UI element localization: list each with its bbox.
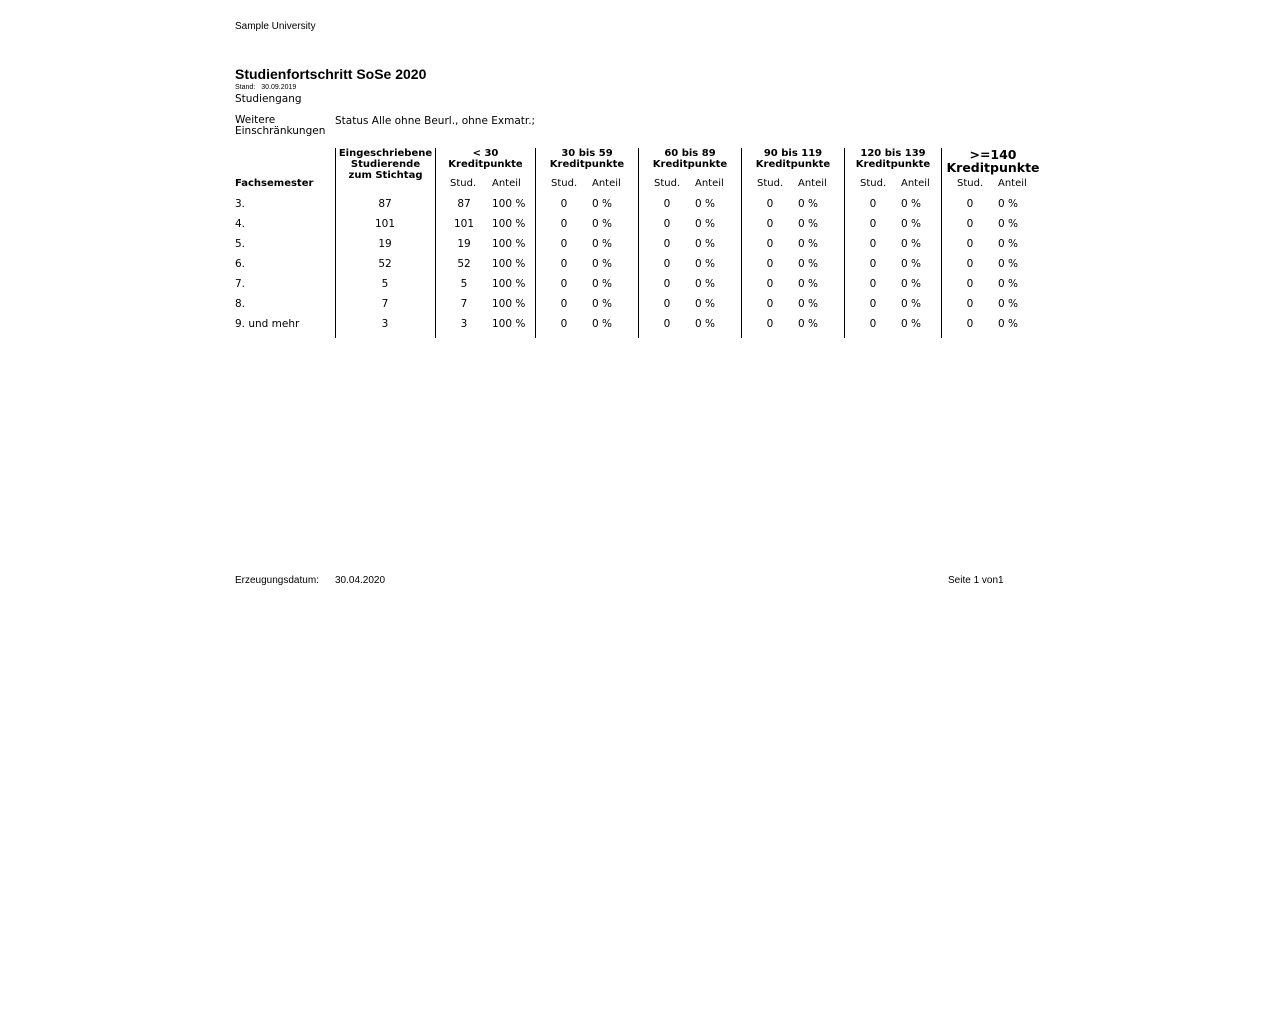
restrictions-value: Status Alle ohne Beurl., ohne Exmatr.; (335, 115, 536, 127)
header-enrolled-line: zum Stichtag (348, 170, 423, 181)
header-group-range: >=140 (969, 147, 1017, 162)
cell-anteil: 100 % (492, 318, 526, 330)
subheader-stud: Stud. (551, 178, 578, 189)
cell-anteil: 0 % (998, 238, 1018, 250)
cell-stud: 0 (766, 278, 774, 290)
cell-anteil: 0 % (592, 198, 612, 210)
cell-stud: 19 (457, 238, 471, 250)
cell-anteil: 0 % (695, 298, 715, 310)
cell-anteil: 0 % (901, 298, 921, 310)
cell-stud: 0 (663, 238, 671, 250)
cell-fachsemester: 3. (235, 198, 246, 210)
header-group-unit: Kreditpunkte (855, 159, 931, 170)
cell-stud: 0 (869, 218, 877, 230)
header-group (742, 148, 844, 170)
cell-anteil: 0 % (695, 278, 715, 290)
cell-anteil: 0 % (798, 238, 818, 250)
cell-fachsemester: 9. und mehr (235, 318, 300, 330)
cell-anteil: 0 % (901, 218, 921, 230)
cell-stud: 0 (966, 318, 974, 330)
header-group (845, 148, 941, 170)
header-enrolled (336, 148, 435, 181)
created-label: Erzeugungsdatum: (235, 575, 319, 586)
cell-anteil: 100 % (492, 198, 526, 210)
cell-enrolled-total: 7 (381, 298, 389, 310)
cell-stud: 0 (663, 198, 671, 210)
cell-stud: 0 (663, 278, 671, 290)
subheader-anteil: Anteil (998, 178, 1027, 189)
header-group-unit: Kreditpunkte (755, 159, 831, 170)
column-divider (535, 148, 536, 338)
subheader-stud: Stud. (957, 178, 984, 189)
header-group-unit: Kreditpunkte (549, 159, 625, 170)
subheader-stud: Stud. (450, 178, 477, 189)
stand-label: Stand: (235, 84, 256, 91)
header-group-range: 60 bis 89 (664, 148, 716, 159)
cell-anteil: 0 % (798, 298, 818, 310)
cell-stud: 52 (457, 258, 471, 270)
cell-stud: 0 (560, 218, 568, 230)
cell-enrolled-total: 19 (378, 238, 392, 250)
cell-stud: 0 (869, 198, 877, 210)
cell-stud: 0 (560, 238, 568, 250)
cell-stud: 0 (966, 298, 974, 310)
restrictions-label: Weitere Einschränkungen (235, 114, 326, 137)
cell-stud: 5 (460, 278, 468, 290)
cell-anteil: 100 % (492, 258, 526, 270)
cell-stud: 0 (560, 298, 568, 310)
header-group (536, 148, 638, 170)
cell-anteil: 0 % (695, 198, 715, 210)
header-group-unit: Kreditpunkte (448, 159, 523, 170)
row-header-fachsemester: Fachsemester (235, 178, 314, 189)
header-group-range: 120 bis 139 (860, 148, 926, 159)
cell-stud: 0 (966, 238, 974, 250)
cell-anteil: 0 % (998, 298, 1018, 310)
report-title: Studienfortschritt SoSe 2020 (235, 66, 427, 82)
cell-stud: 0 (766, 318, 774, 330)
cell-anteil: 0 % (592, 298, 612, 310)
cell-stud: 0 (560, 198, 568, 210)
subheader-anteil: Anteil (592, 178, 621, 189)
cell-anteil: 0 % (592, 258, 612, 270)
cell-stud: 0 (966, 278, 974, 290)
header-group-range: 30 bis 59 (561, 148, 613, 159)
cell-stud: 0 (663, 258, 671, 270)
cell-enrolled-total: 52 (378, 258, 392, 270)
cell-stud: 0 (766, 198, 774, 210)
cell-stud: 0 (766, 238, 774, 250)
cell-stud: 0 (560, 258, 568, 270)
subheader-stud: Stud. (860, 178, 887, 189)
cell-stud: 0 (560, 278, 568, 290)
cell-anteil: 0 % (592, 318, 612, 330)
cell-stud: 101 (453, 218, 475, 230)
cell-stud: 0 (869, 298, 877, 310)
header-group-unit: Kreditpunkte (652, 159, 728, 170)
cell-enrolled-total: 87 (378, 198, 392, 210)
column-divider (844, 148, 845, 338)
studiengang-label: Studiengang (235, 93, 302, 105)
cell-enrolled-total: 5 (381, 278, 389, 290)
cell-anteil: 0 % (798, 318, 818, 330)
cell-anteil: 0 % (592, 278, 612, 290)
cell-anteil: 0 % (901, 238, 921, 250)
cell-stud: 0 (766, 218, 774, 230)
subheader-stud: Stud. (757, 178, 784, 189)
cell-anteil: 0 % (592, 238, 612, 250)
header-enrolled-line: Studierende (350, 159, 421, 170)
cell-anteil: 0 % (998, 218, 1018, 230)
cell-stud: 0 (966, 198, 974, 210)
cell-anteil: 0 % (798, 218, 818, 230)
cell-anteil: 0 % (901, 258, 921, 270)
cell-anteil: 0 % (592, 218, 612, 230)
cell-anteil: 100 % (492, 238, 526, 250)
institution-name: Sample University (235, 21, 316, 32)
cell-stud: 87 (457, 198, 471, 210)
column-divider (638, 148, 639, 338)
header-group (639, 148, 741, 170)
cell-fachsemester: 6. (235, 258, 246, 270)
cell-stud: 0 (869, 278, 877, 290)
header-enrolled-line: Eingeschriebene (338, 148, 433, 159)
cell-fachsemester: 7. (235, 278, 246, 290)
cell-stud: 3 (460, 318, 468, 330)
cell-anteil: 0 % (998, 278, 1018, 290)
cell-stud: 0 (766, 258, 774, 270)
cell-enrolled-total: 3 (381, 318, 389, 330)
cell-anteil: 0 % (798, 278, 818, 290)
cell-stud: 0 (869, 238, 877, 250)
subheader-anteil: Anteil (901, 178, 930, 189)
cell-anteil: 0 % (695, 238, 715, 250)
header-group-unit: Kreditpunkte (946, 160, 1040, 175)
cell-anteil: 0 % (998, 258, 1018, 270)
column-divider (741, 148, 742, 338)
cell-anteil: 0 % (901, 318, 921, 330)
cell-anteil: 0 % (798, 258, 818, 270)
stand-line (235, 84, 296, 91)
cell-stud: 0 (663, 218, 671, 230)
header-group (436, 148, 535, 170)
cell-anteil: 0 % (901, 278, 921, 290)
cell-anteil: 0 % (901, 198, 921, 210)
page-number: Seite 1 von1 (948, 575, 1004, 586)
cell-fachsemester: 5. (235, 238, 246, 250)
cell-anteil: 0 % (695, 258, 715, 270)
column-divider (941, 148, 942, 338)
cell-stud: 0 (766, 298, 774, 310)
cell-stud: 0 (663, 298, 671, 310)
cell-stud: 0 (663, 318, 671, 330)
cell-anteil: 100 % (492, 298, 526, 310)
subheader-stud: Stud. (654, 178, 681, 189)
header-group (942, 148, 1044, 174)
cell-enrolled-total: 101 (374, 218, 396, 230)
stand-value: 30.09.2019 (261, 84, 297, 91)
cell-stud: 0 (966, 258, 974, 270)
subheader-anteil: Anteil (492, 178, 521, 189)
cell-anteil: 0 % (998, 318, 1018, 330)
cell-anteil: 0 % (798, 198, 818, 210)
cell-stud: 0 (869, 258, 877, 270)
cell-stud: 0 (560, 318, 568, 330)
subheader-anteil: Anteil (695, 178, 724, 189)
cell-anteil: 100 % (492, 278, 526, 290)
created-date: 30.04.2020 (335, 575, 386, 586)
cell-stud: 0 (869, 318, 877, 330)
subheader-anteil: Anteil (798, 178, 827, 189)
cell-anteil: 0 % (998, 198, 1018, 210)
header-group-range: 90 bis 119 (763, 148, 823, 159)
cell-anteil: 100 % (492, 218, 526, 230)
cell-anteil: 0 % (695, 218, 715, 230)
cell-fachsemester: 4. (235, 218, 246, 230)
header-group-range: < 30 (472, 148, 499, 159)
cell-fachsemester: 8. (235, 298, 246, 310)
cell-stud: 7 (460, 298, 468, 310)
cell-stud: 0 (966, 218, 974, 230)
cell-anteil: 0 % (695, 318, 715, 330)
column-divider (435, 148, 436, 338)
progress-table (235, 148, 1045, 338)
